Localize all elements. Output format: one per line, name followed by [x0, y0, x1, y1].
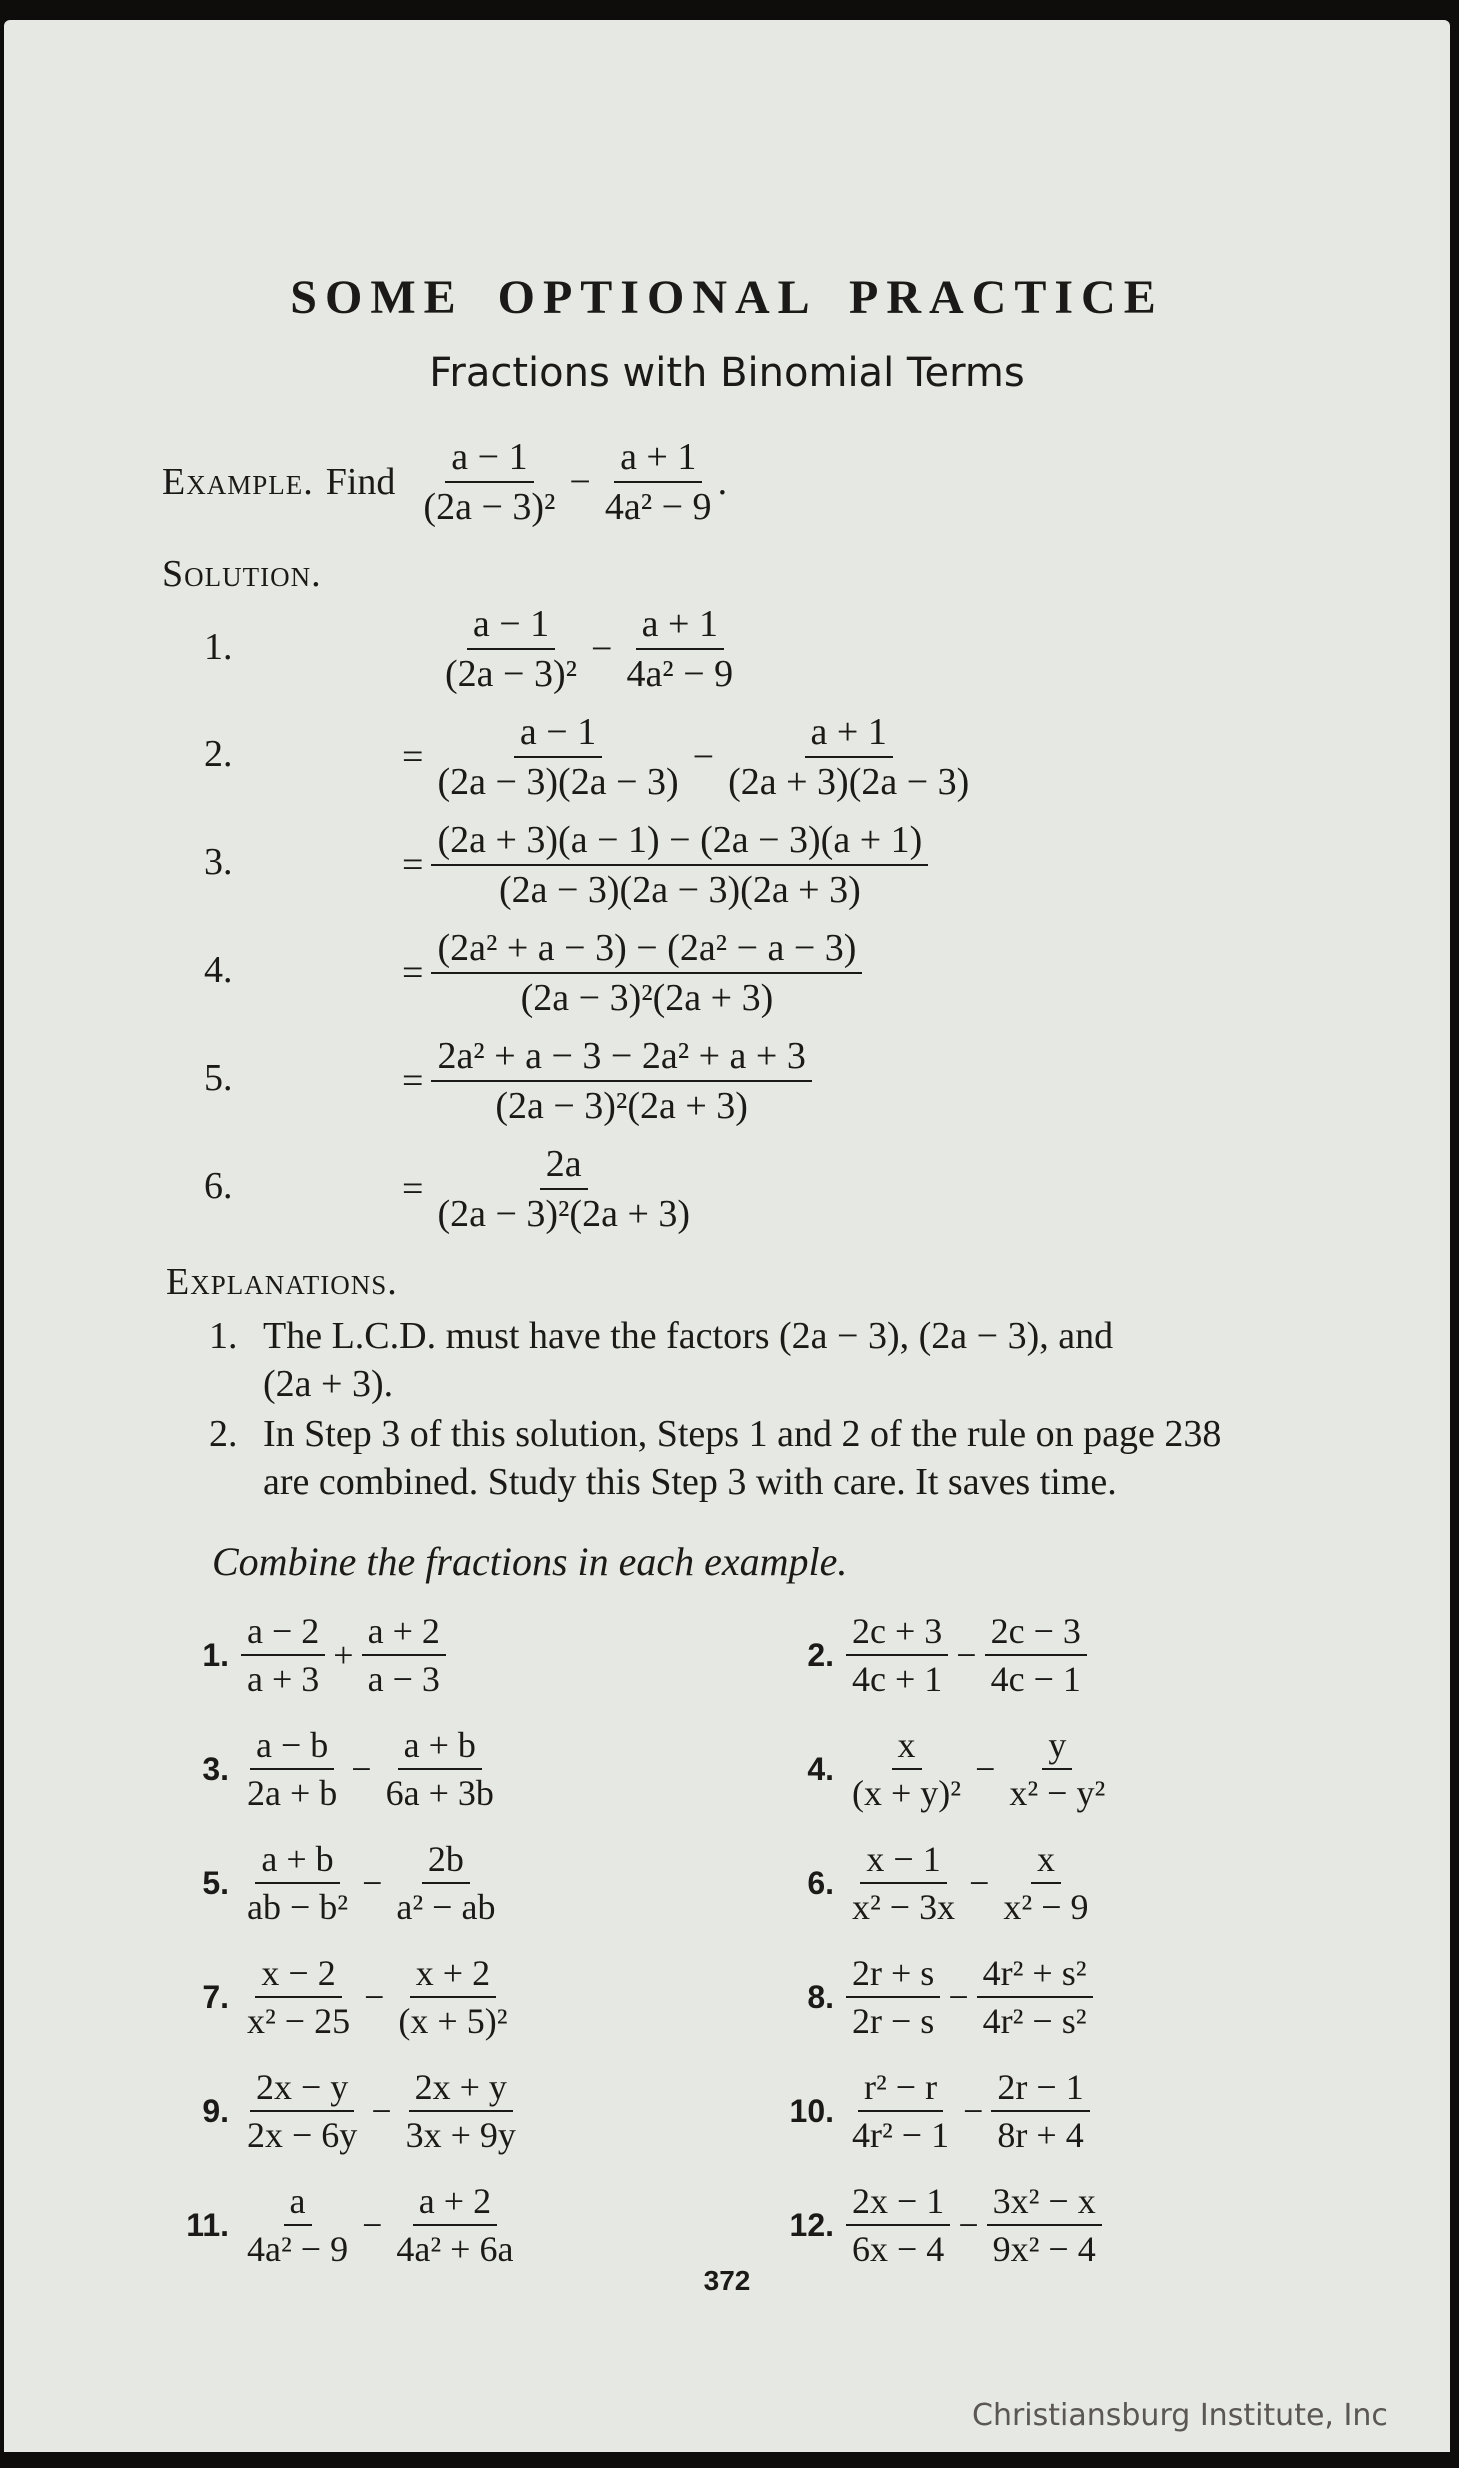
- step-number: 5.: [204, 1057, 233, 1099]
- exercise-number: 12.: [789, 2206, 834, 2243]
- exercise-number: 8.: [807, 1978, 834, 2015]
- explanation-item: [209, 1312, 1369, 1408]
- numerator: a + b: [255, 1838, 339, 1884]
- numerator: a − 1: [467, 602, 555, 650]
- operator: −: [958, 2205, 979, 2245]
- exercise-item: [779, 1838, 1095, 1928]
- exercise-item: [779, 1724, 1111, 1814]
- fraction: [846, 2066, 955, 2156]
- numerator: a − 1: [514, 710, 602, 758]
- fraction: [846, 1838, 961, 1928]
- fraction: [997, 1838, 1094, 1928]
- fraction: [390, 1838, 501, 1928]
- fraction: [846, 1724, 967, 1814]
- numerator: x: [892, 1724, 922, 1770]
- denominator: x² − 3x: [852, 1887, 956, 1927]
- exercise-item: [174, 1952, 514, 2042]
- operator: −: [948, 1977, 969, 2017]
- explanation-text: The L.C.D. must have the factors (2a − 3), (2a − 3), and: [263, 1315, 1114, 1357]
- fraction: [392, 1952, 513, 2042]
- step-5-expression: [402, 1034, 812, 1128]
- numerator: 2x + y: [409, 2066, 513, 2112]
- numerator: a − 2: [241, 1610, 325, 1656]
- page-subtitle: Fractions with Binomial Terms: [429, 350, 1025, 396]
- denominator: 4c + 1: [852, 1659, 943, 1699]
- operator: +: [333, 1635, 354, 1675]
- numerator: a + 2: [362, 1610, 446, 1656]
- operator: −: [362, 2205, 383, 2245]
- fraction: [722, 710, 975, 804]
- equals-sign: =: [402, 1060, 424, 1102]
- operator: −: [362, 1863, 383, 1903]
- fraction: [241, 1838, 354, 1928]
- fraction: [362, 1610, 446, 1700]
- example-lead: Find: [325, 461, 396, 503]
- numerator: x − 2: [255, 1952, 341, 1998]
- fraction: [620, 602, 739, 696]
- equals-sign: =: [402, 736, 424, 778]
- page-number: 372: [703, 2265, 751, 2296]
- fraction: [431, 926, 862, 1020]
- numerator: x − 1: [860, 1838, 946, 1884]
- exercise-number: 6.: [807, 1864, 834, 1901]
- fraction: [431, 1034, 811, 1128]
- exercise-number: 11.: [186, 2206, 229, 2243]
- explanation-text: In Step 3 of this solution, Steps 1 and 2 of the rule on page 238: [263, 1413, 1222, 1455]
- fraction: [985, 1610, 1087, 1700]
- denominator: (2a − 3)(2a − 3): [437, 761, 679, 803]
- explanations-label: Explanations.: [166, 1261, 398, 1303]
- watermark-text: Christiansburg Institute, Inc: [972, 2398, 1388, 2433]
- numerator: a + 1: [805, 710, 893, 758]
- exercise-number: 1.: [202, 1636, 229, 1673]
- example-line: [162, 435, 727, 529]
- denominator: (x + 5)²: [398, 2001, 508, 2041]
- fraction: [241, 1724, 343, 1814]
- fraction: [977, 1952, 1093, 2042]
- operator: −: [963, 2091, 984, 2131]
- denominator: 4a² + 6a: [396, 2229, 514, 2269]
- fraction: [846, 1952, 940, 2042]
- numerator: a − 1: [445, 435, 533, 483]
- denominator: x² − y²: [1009, 1773, 1106, 1813]
- exercise-number: 9.: [202, 2092, 229, 2129]
- denominator: ab − b²: [247, 1887, 349, 1927]
- fraction: [400, 2066, 522, 2156]
- exercise-item: [779, 2066, 1090, 2156]
- numerator: y: [1042, 1724, 1072, 1770]
- operator: −: [591, 628, 613, 670]
- fraction: [439, 602, 583, 696]
- exercise-item: [779, 2180, 1102, 2270]
- operator: −: [956, 1635, 977, 1675]
- step-number: 2.: [204, 733, 233, 775]
- step-3-expression: [402, 818, 928, 912]
- solution-label: Solution.: [162, 553, 322, 595]
- fraction: [431, 818, 928, 912]
- fraction: [241, 2180, 354, 2270]
- fraction: [241, 2066, 363, 2156]
- exercise-item: [779, 1610, 1087, 1700]
- numerator: 4r² + s²: [977, 1952, 1093, 1998]
- denominator: 8r + 4: [997, 2115, 1084, 2155]
- fraction: [431, 1142, 696, 1236]
- operator: −: [692, 736, 715, 778]
- numerator: a: [284, 2180, 312, 2226]
- exercise-number: 4.: [807, 1750, 834, 1787]
- numerator: a + 1: [614, 435, 702, 483]
- denominator: a + 3: [247, 1659, 320, 1699]
- denominator: (2a − 3)(2a − 3)(2a + 3): [498, 869, 861, 911]
- exercise-number: 10.: [789, 2092, 834, 2129]
- numerator: 2c − 3: [985, 1610, 1087, 1656]
- numerator: r² − r: [858, 2066, 943, 2112]
- exercise-number: 2.: [807, 1636, 834, 1673]
- fraction: [846, 1610, 948, 1700]
- numerator: 2r + s: [846, 1952, 940, 1998]
- explanation-number: 2.: [209, 1413, 238, 1455]
- operator: −: [975, 1749, 996, 1789]
- fraction: [599, 435, 718, 529]
- exercise-item: [174, 1610, 446, 1700]
- operator: −: [371, 2091, 392, 2131]
- exercise-item: [174, 1838, 501, 1928]
- step-number: 6.: [204, 1165, 233, 1207]
- numerator: 2a² + a − 3 − 2a² + a + 3: [431, 1034, 811, 1082]
- exercise-number: 5.: [202, 1864, 229, 1901]
- denominator: 4a² − 9: [626, 653, 734, 695]
- numerator: a + 1: [636, 602, 724, 650]
- numerator: a + b: [398, 1724, 482, 1770]
- denominator: (2a − 3)²: [423, 486, 556, 528]
- denominator: 2r − s: [852, 2001, 935, 2041]
- explanation-text: are combined. Study this Step 3 with care. It saves time.: [263, 1461, 1117, 1503]
- fraction: [431, 710, 684, 804]
- fraction: [417, 435, 561, 529]
- denominator: a² − ab: [396, 1887, 496, 1927]
- denominator: 4c − 1: [990, 1659, 1081, 1699]
- denominator: 2a + b: [247, 1773, 338, 1813]
- equals-sign: =: [402, 1168, 424, 1210]
- exercise-number: 7.: [202, 1978, 229, 2015]
- numerator: 2b: [422, 1838, 470, 1884]
- denominator: 3x + 9y: [405, 2115, 516, 2155]
- numerator: 2a: [540, 1142, 588, 1190]
- denominator: x² − 25: [247, 2001, 351, 2041]
- exercise-item: [174, 1724, 500, 1814]
- numerator: 2x − y: [250, 2066, 354, 2112]
- denominator: 4r² − s²: [982, 2001, 1087, 2041]
- denominator: 2x − 6y: [247, 2115, 358, 2155]
- denominator: (2a − 3)²(2a + 3): [495, 1085, 748, 1127]
- numerator: (2a² + a − 3) − (2a² − a − 3): [431, 926, 862, 974]
- numerator: a − b: [250, 1724, 334, 1770]
- denominator: (2a − 3)²(2a + 3): [437, 1193, 691, 1235]
- denominator: 9x² − 4: [992, 2229, 1096, 2269]
- step-number: 3.: [204, 841, 233, 883]
- operator: −: [364, 1977, 385, 2017]
- denominator: (2a + 3)(2a − 3): [728, 761, 970, 803]
- fraction: [846, 2180, 950, 2270]
- step-number: 4.: [204, 949, 233, 991]
- step-1-expression: [439, 602, 739, 696]
- explanation-item: [209, 1410, 1389, 1506]
- step-2-expression: [402, 710, 975, 804]
- operator: −: [351, 1749, 372, 1789]
- equals-sign: =: [402, 844, 424, 886]
- numerator: 2c + 3: [846, 1610, 948, 1656]
- denominator: x² − 9: [1003, 1887, 1089, 1927]
- exercise-item: [779, 1952, 1093, 2042]
- example-label: Example.: [162, 461, 314, 503]
- denominator: 6a + 3b: [385, 1773, 494, 1813]
- example-period: .: [717, 461, 728, 503]
- exercise-number: 3.: [202, 1750, 229, 1787]
- operator: −: [569, 461, 591, 503]
- denominator: 6x − 4: [852, 2229, 945, 2269]
- numerator: x + 2: [410, 1952, 496, 1998]
- exercise-item: [174, 2066, 522, 2156]
- exercise-prompt: Combine the fractions in each example.: [212, 1539, 848, 1584]
- fraction: [1003, 1724, 1111, 1814]
- explanation-number: 1.: [209, 1315, 238, 1357]
- fraction: [241, 1610, 325, 1700]
- fraction: [991, 2066, 1089, 2156]
- numerator: 2r − 1: [991, 2066, 1089, 2112]
- step-6-expression: [402, 1142, 696, 1236]
- numerator: x: [1031, 1838, 1061, 1884]
- step-4-expression: [402, 926, 862, 1020]
- operator: −: [969, 1863, 990, 1903]
- denominator: a − 3: [367, 1659, 440, 1699]
- fraction: [987, 2180, 1102, 2270]
- denominator: (2a − 3)²: [445, 653, 577, 695]
- numerator: (2a + 3)(a − 1) − (2a − 3)(a + 1): [431, 818, 928, 866]
- denominator: 4r² − 1: [852, 2115, 950, 2155]
- numerator: a + 2: [413, 2180, 497, 2226]
- exercise-item: [174, 2180, 519, 2270]
- page-title: SOME OPTIONAL PRACTICE: [290, 271, 1164, 324]
- step-number: 1.: [204, 626, 233, 668]
- denominator: 4a² − 9: [247, 2229, 349, 2269]
- denominator: (2a − 3)²(2a + 3): [520, 977, 774, 1019]
- fraction: [241, 1952, 356, 2042]
- numerator: 3x² − x: [987, 2180, 1102, 2226]
- book-page: [4, 20, 1450, 2452]
- fraction: [380, 1724, 500, 1814]
- equals-sign: =: [402, 952, 424, 994]
- denominator: (x + y)²: [852, 1773, 962, 1813]
- fraction: [390, 2180, 519, 2270]
- denominator: 4a² − 9: [604, 486, 712, 528]
- numerator: 2x − 1: [846, 2180, 950, 2226]
- explanation-text: (2a + 3).: [263, 1363, 394, 1405]
